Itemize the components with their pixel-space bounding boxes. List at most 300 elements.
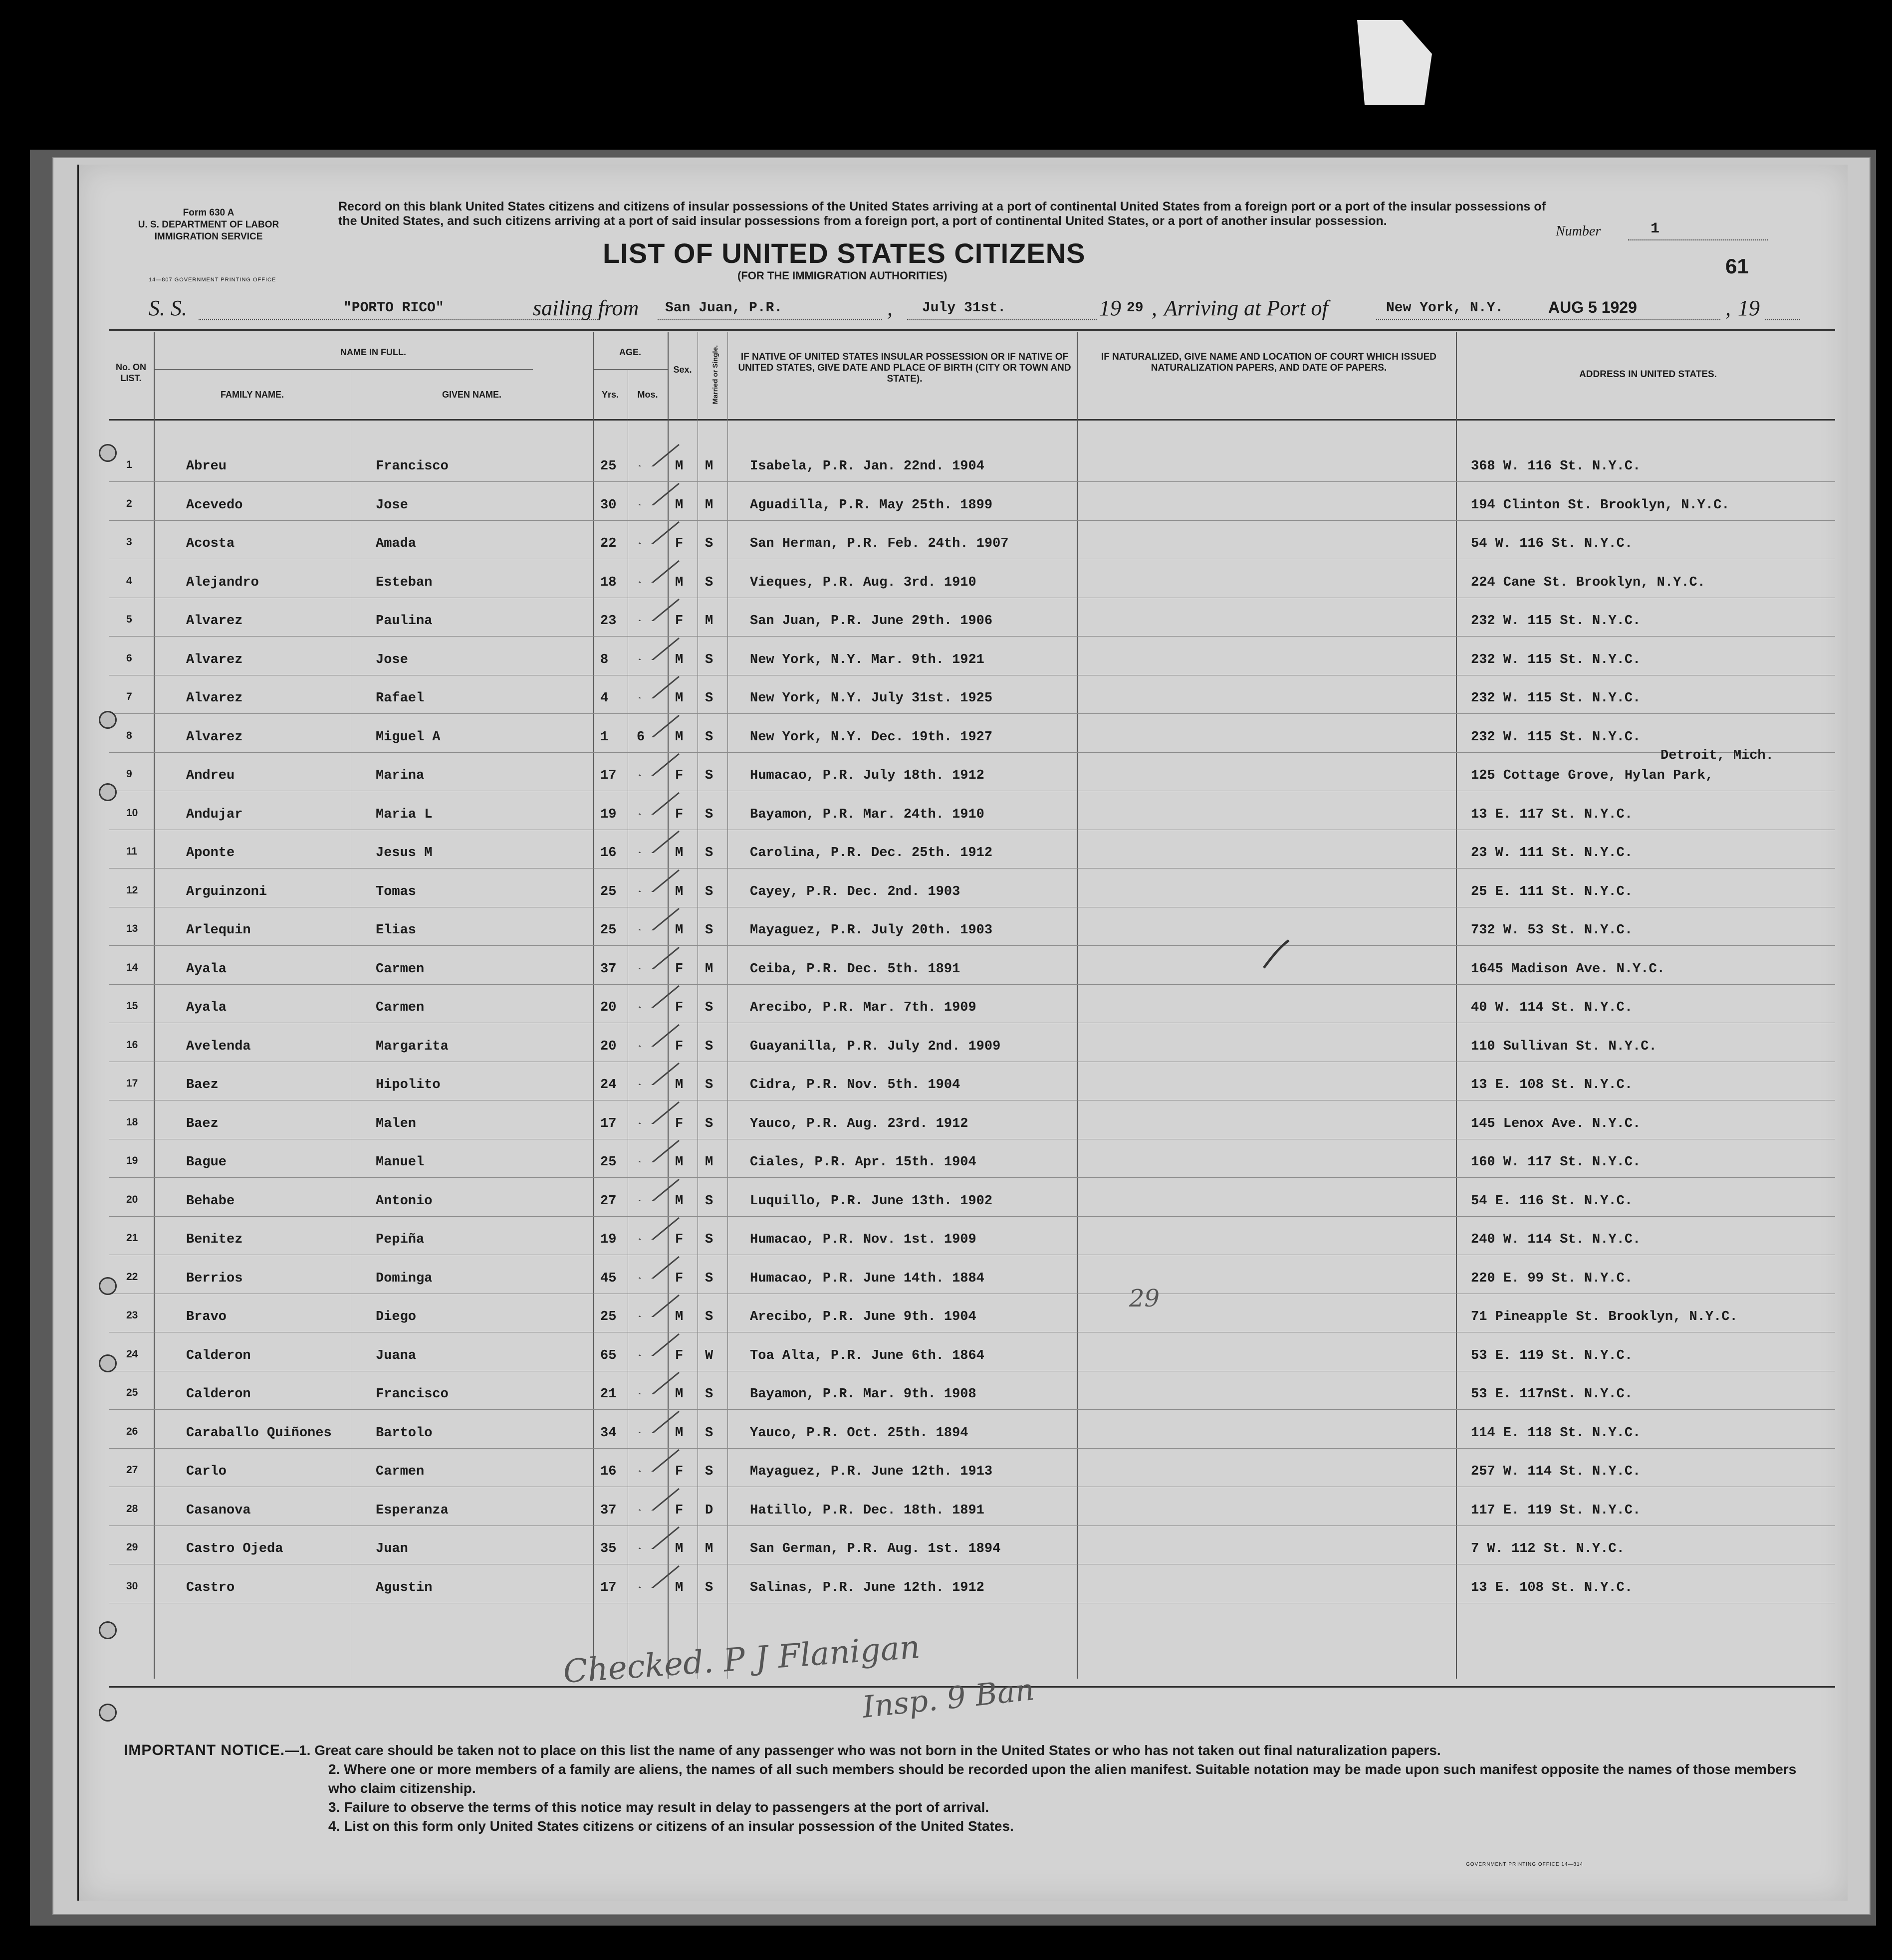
row-9-given: Marina bbox=[376, 768, 425, 783]
check-mark bbox=[635, 983, 680, 1008]
row-7-birth: New York, N.Y. July 31st. 1925 bbox=[750, 691, 993, 706]
row-4-given: Esteban bbox=[376, 575, 433, 590]
row-16-yrs: 20 bbox=[600, 1039, 617, 1054]
row-29-birth: San German, P.R. Aug. 1st. 1894 bbox=[750, 1541, 1001, 1556]
row-16-no: 16 bbox=[126, 1039, 138, 1051]
check-mark bbox=[635, 596, 680, 621]
row-10-family: Andujar bbox=[186, 807, 243, 822]
row-5-no: 5 bbox=[126, 614, 132, 625]
row-12-birth: Cayey, P.R. Dec. 2nd. 1903 bbox=[750, 884, 960, 899]
row-11-sex: M bbox=[675, 846, 684, 861]
row-7-sex: M bbox=[675, 691, 684, 706]
row-27-sex: F bbox=[675, 1464, 684, 1479]
col-sex: Sex. bbox=[673, 365, 692, 375]
row-29-address: 7 W. 112 St. N.Y.C. bbox=[1471, 1541, 1625, 1556]
row-16-ms: S bbox=[705, 1039, 713, 1054]
row-11-no: 11 bbox=[126, 846, 138, 857]
check-mark bbox=[635, 1254, 680, 1279]
row-26-no: 26 bbox=[126, 1425, 138, 1437]
row-2-birth: Aguadilla, P.R. May 25th. 1899 bbox=[750, 497, 993, 513]
notice-item-4: 4. List on this form only United States citizens or citizens of an insular possession of the United States. bbox=[328, 1818, 1014, 1834]
row-5-given: Paulina bbox=[376, 614, 433, 629]
row-3-family: Acosta bbox=[186, 536, 235, 551]
row-25-given: Francisco bbox=[376, 1387, 449, 1402]
row-23-given: Diego bbox=[376, 1309, 417, 1324]
row-rule bbox=[109, 520, 1835, 521]
ship-name: "PORTO RICO" bbox=[343, 300, 444, 316]
date-underline bbox=[907, 319, 1097, 320]
inspector-signature: Checked. P J Flanigan bbox=[562, 1629, 922, 1691]
row-13-birth: Mayaguez, P.R. July 20th. 1903 bbox=[750, 923, 993, 938]
row-10-birth: Bayamon, P.R. Mar. 24th. 1910 bbox=[750, 807, 984, 822]
check-mark bbox=[635, 635, 680, 660]
row-12-yrs: 25 bbox=[600, 884, 617, 899]
check-mark bbox=[635, 1369, 680, 1394]
col-birth: IF NATIVE OF UNITED STATES INSULAR POSSESSION OR IF NATIVE OF UNITED STATES, GIVE DATE AND PLACE OF BIRTH (CITY OR TOWN AND STATE). bbox=[738, 352, 1071, 384]
row-9-address2: Detroit, Mich. bbox=[1660, 748, 1774, 763]
row-21-sex: F bbox=[675, 1232, 684, 1247]
col-no: No. ON LIST. bbox=[116, 362, 146, 383]
ss-label: S. S. bbox=[149, 296, 187, 320]
arrival-stamp: AUG 5 1929 bbox=[1548, 298, 1637, 316]
check-mark bbox=[635, 1524, 680, 1549]
row-2-ms: M bbox=[705, 497, 713, 513]
check-mark bbox=[635, 751, 680, 776]
row-25-address: 53 E. 117nSt. N.Y.C. bbox=[1471, 1387, 1633, 1402]
row-rule bbox=[109, 752, 1835, 753]
check-mark bbox=[635, 1408, 680, 1433]
row-9-sex: F bbox=[675, 768, 684, 783]
row-23-family: Bravo bbox=[186, 1309, 227, 1324]
row-5-family: Alvarez bbox=[186, 614, 243, 629]
row-14-birth: Ceiba, P.R. Dec. 5th. 1891 bbox=[750, 961, 960, 977]
year-suffix: 29 bbox=[1127, 300, 1144, 316]
row-rule bbox=[109, 481, 1835, 482]
punch-hole bbox=[99, 711, 117, 729]
row-21-birth: Humacao, P.R. Nov. 1st. 1909 bbox=[750, 1232, 976, 1247]
row-14-yrs: 37 bbox=[600, 961, 617, 977]
row-7-yrs: 4 bbox=[600, 691, 609, 706]
row-8-given: Miguel A bbox=[376, 729, 441, 745]
row-29-no: 29 bbox=[126, 1541, 138, 1553]
row-26-yrs: 34 bbox=[600, 1425, 617, 1441]
row-10-given: Maria L bbox=[376, 807, 433, 822]
departure-port: San Juan, P.R. bbox=[665, 300, 783, 316]
row-4-yrs: 18 bbox=[600, 575, 617, 590]
row-22-birth: Humacao, P.R. June 14th. 1884 bbox=[750, 1271, 984, 1286]
row-rule bbox=[109, 1409, 1835, 1410]
page-tab bbox=[1357, 20, 1432, 105]
row-15-address: 40 W. 114 St. N.Y.C. bbox=[1471, 1000, 1633, 1015]
page-number: 61 bbox=[1725, 254, 1749, 278]
row-rule bbox=[109, 636, 1835, 637]
row-2-yrs: 30 bbox=[600, 497, 617, 513]
row-27-address: 257 W. 114 St. N.Y.C. bbox=[1471, 1464, 1641, 1479]
row-17-no: 17 bbox=[126, 1078, 138, 1089]
row-2-given: Jose bbox=[376, 497, 408, 513]
check-mark bbox=[635, 441, 680, 466]
row-12-given: Tomas bbox=[376, 884, 417, 899]
row-15-sex: F bbox=[675, 1000, 684, 1015]
row-29-given: Juan bbox=[376, 1541, 408, 1556]
row-21-ms: S bbox=[705, 1232, 713, 1247]
row-28-sex: F bbox=[675, 1503, 684, 1518]
row-3-ms: S bbox=[705, 536, 713, 551]
row-8-mos: 6 bbox=[637, 729, 645, 745]
row-26-family: Caraballo Quiñones bbox=[186, 1425, 332, 1441]
row-14-family: Ayala bbox=[186, 961, 227, 977]
row-24-no: 24 bbox=[126, 1348, 138, 1360]
row-26-given: Bartolo bbox=[376, 1425, 433, 1441]
row-10-address: 13 E. 117 St. N.Y.C. bbox=[1471, 807, 1633, 822]
sailing-label: sailing from bbox=[533, 296, 639, 320]
row-30-given: Agustin bbox=[376, 1580, 433, 1595]
row-22-yrs: 45 bbox=[600, 1271, 617, 1286]
row-15-no: 15 bbox=[126, 1000, 138, 1012]
check-mark bbox=[635, 790, 680, 815]
table-top-rule bbox=[109, 329, 1835, 331]
row-26-birth: Yauco, P.R. Oct. 25th. 1894 bbox=[750, 1425, 968, 1441]
row-18-family: Baez bbox=[186, 1116, 219, 1131]
form-number: Form 630 A bbox=[183, 208, 235, 218]
row-25-no: 25 bbox=[126, 1387, 138, 1398]
departure-date: July 31st. bbox=[922, 300, 1006, 316]
gpo-footer: GOVERNMENT PRINTING OFFICE 14—814 bbox=[1466, 1862, 1584, 1867]
row-24-birth: Toa Alta, P.R. June 6th. 1864 bbox=[750, 1348, 984, 1363]
check-mark bbox=[635, 1292, 680, 1317]
row-24-sex: F bbox=[675, 1348, 684, 1363]
check-mark bbox=[635, 944, 680, 969]
row-27-ms: S bbox=[705, 1464, 713, 1479]
row-20-ms: S bbox=[705, 1193, 713, 1209]
row-29-sex: M bbox=[675, 1541, 684, 1556]
row-23-yrs: 25 bbox=[600, 1309, 617, 1324]
row-28-given: Esperanza bbox=[376, 1503, 449, 1518]
row-4-family: Alejandro bbox=[186, 575, 259, 590]
row-20-no: 20 bbox=[126, 1193, 138, 1205]
check-mark bbox=[635, 905, 680, 930]
row-13-given: Elias bbox=[376, 923, 417, 938]
row-13-sex: M bbox=[675, 923, 684, 938]
row-1-family: Abreu bbox=[186, 459, 227, 474]
row-4-sex: M bbox=[675, 575, 684, 590]
row-4-no: 4 bbox=[126, 575, 132, 587]
row-9-address: 125 Cottage Grove, Hylan Park, bbox=[1471, 768, 1714, 783]
gpo-top: 14—807 GOVERNMENT PRINTING OFFICE bbox=[149, 277, 276, 283]
row-8-ms: S bbox=[705, 729, 713, 745]
row-5-address: 232 W. 115 St. N.Y.C. bbox=[1471, 614, 1641, 629]
row-16-birth: Guayanilla, P.R. July 2nd. 1909 bbox=[750, 1039, 1001, 1054]
row-15-ms: S bbox=[705, 1000, 713, 1015]
row-26-address: 114 E. 118 St. N.Y.C. bbox=[1471, 1425, 1641, 1441]
row-19-no: 19 bbox=[126, 1155, 138, 1166]
notice-lead: IMPORTANT NOTICE. bbox=[124, 1742, 285, 1758]
number-label: Number bbox=[1556, 223, 1601, 239]
row-7-no: 7 bbox=[126, 691, 132, 702]
row-6-family: Alvarez bbox=[186, 652, 243, 667]
row-23-ms: S bbox=[705, 1309, 713, 1324]
notice-item-1: —1. Great care should be taken not to place on this list the name of any passenger who was not born in the United States or who has not taken out final naturalization papers. bbox=[285, 1742, 1441, 1758]
row-19-ms: M bbox=[705, 1155, 713, 1170]
row-rule bbox=[109, 1525, 1835, 1526]
col-naturalized: IF NATURALIZED, GIVE NAME AND LOCATION OF COURT WHICH ISSUED NATURALIZATION PAPERS, AND DATE OF PAPERS. bbox=[1101, 352, 1436, 373]
row-3-given: Amada bbox=[376, 536, 417, 551]
row-1-sex: M bbox=[675, 459, 684, 474]
row-24-given: Juana bbox=[376, 1348, 417, 1363]
row-13-yrs: 25 bbox=[600, 923, 617, 938]
row-2-no: 2 bbox=[126, 497, 132, 509]
row-28-birth: Hatillo, P.R. Dec. 18th. 1891 bbox=[750, 1503, 984, 1518]
page-subtitle: (FOR THE IMMIGRATION AUTHORITIES) bbox=[737, 269, 947, 282]
row-21-address: 240 W. 114 St. N.Y.C. bbox=[1471, 1232, 1641, 1247]
row-26-ms: S bbox=[705, 1425, 713, 1441]
row-8-no: 8 bbox=[126, 729, 132, 741]
row-2-family: Acevedo bbox=[186, 497, 243, 513]
row-9-yrs: 17 bbox=[600, 768, 617, 783]
row-19-yrs: 25 bbox=[600, 1155, 617, 1170]
check-mark bbox=[635, 1137, 680, 1162]
row-18-no: 18 bbox=[126, 1116, 138, 1128]
row-30-address: 13 E. 108 St. N.Y.C. bbox=[1471, 1580, 1633, 1595]
row-28-family: Casanova bbox=[186, 1503, 251, 1518]
row-18-birth: Yauco, P.R. Aug. 23rd. 1912 bbox=[750, 1116, 968, 1131]
row-30-no: 30 bbox=[126, 1580, 138, 1592]
row-15-given: Carmen bbox=[376, 1000, 425, 1015]
check-mark bbox=[635, 1060, 680, 1085]
row-22-sex: F bbox=[675, 1271, 684, 1286]
row-19-sex: M bbox=[675, 1155, 684, 1170]
check-mark bbox=[635, 673, 680, 698]
row-11-yrs: 16 bbox=[600, 846, 617, 861]
row-8-family: Alvarez bbox=[186, 729, 243, 745]
row-13-no: 13 bbox=[126, 923, 138, 934]
check-mark bbox=[635, 1176, 680, 1201]
year2-underline bbox=[1765, 319, 1800, 320]
row-11-ms: S bbox=[705, 846, 713, 861]
form-identifier bbox=[124, 207, 293, 243]
row-22-ms: S bbox=[705, 1271, 713, 1286]
row-4-birth: Vieques, P.R. Aug. 3rd. 1910 bbox=[750, 575, 976, 590]
row-10-sex: F bbox=[675, 807, 684, 822]
row-7-given: Rafael bbox=[376, 691, 425, 706]
row-28-yrs: 37 bbox=[600, 1503, 617, 1518]
row-4-address: 224 Cane St. Brooklyn, N.Y.C. bbox=[1471, 575, 1705, 590]
row-27-given: Carmen bbox=[376, 1464, 425, 1479]
row-25-birth: Bayamon, P.R. Mar. 9th. 1908 bbox=[750, 1387, 976, 1402]
row-3-sex: F bbox=[675, 536, 684, 551]
row-16-family: Avelenda bbox=[186, 1039, 251, 1054]
row-1-given: Francisco bbox=[376, 459, 449, 474]
arriving-label: Arriving at Port of bbox=[1164, 296, 1328, 320]
row-17-address: 13 E. 108 St. N.Y.C. bbox=[1471, 1078, 1633, 1092]
arrival-port: New York, N.Y. bbox=[1386, 300, 1504, 316]
row-24-family: Calderon bbox=[186, 1348, 251, 1363]
row-19-birth: Ciales, P.R. Apr. 15th. 1904 bbox=[750, 1155, 976, 1170]
row-7-address: 232 W. 115 St. N.Y.C. bbox=[1471, 691, 1641, 706]
row-24-yrs: 65 bbox=[600, 1348, 617, 1363]
row-12-family: Arguinzoni bbox=[186, 884, 267, 899]
row-16-sex: F bbox=[675, 1039, 684, 1054]
row-6-address: 232 W. 115 St. N.Y.C. bbox=[1471, 652, 1641, 667]
row-27-no: 27 bbox=[126, 1464, 138, 1476]
check-mark bbox=[635, 1486, 680, 1511]
row-19-address: 160 W. 117 St. N.Y.C. bbox=[1471, 1155, 1641, 1170]
punch-hole bbox=[99, 444, 117, 462]
row-23-address: 71 Pineapple St. Brooklyn, N.Y.C. bbox=[1471, 1309, 1738, 1324]
page-title: LIST OF UNITED STATES CITIZENS bbox=[603, 237, 1086, 269]
row-17-ms: S bbox=[705, 1078, 713, 1092]
row-rule bbox=[109, 1448, 1835, 1449]
row-30-birth: Salinas, P.R. June 12th. 1912 bbox=[750, 1580, 984, 1595]
col-given: GIVEN NAME. bbox=[442, 390, 501, 400]
row-28-no: 28 bbox=[126, 1503, 138, 1515]
row-3-birth: San Herman, P.R. Feb. 24th. 1907 bbox=[750, 536, 1009, 551]
table-header-rule bbox=[109, 419, 1835, 421]
row-1-no: 1 bbox=[126, 459, 132, 470]
row-28-ms: D bbox=[705, 1503, 713, 1518]
row-14-ms: M bbox=[705, 961, 713, 977]
check-mark bbox=[635, 712, 680, 737]
row-17-birth: Cidra, P.R. Nov. 5th. 1904 bbox=[750, 1078, 960, 1092]
row-14-address: 1645 Madison Ave. N.Y.C. bbox=[1471, 961, 1665, 977]
row-12-ms: S bbox=[705, 884, 713, 899]
row-17-given: Hipolito bbox=[376, 1078, 441, 1092]
row-8-yrs: 1 bbox=[600, 729, 609, 745]
row-rule bbox=[109, 945, 1835, 946]
row-3-no: 3 bbox=[126, 536, 132, 548]
row-13-address: 732 W. 53 St. N.Y.C. bbox=[1471, 923, 1633, 938]
row-11-family: Aponte bbox=[186, 846, 235, 861]
row-10-no: 10 bbox=[126, 807, 138, 819]
row-20-family: Behabe bbox=[186, 1193, 235, 1209]
port-underline bbox=[1376, 319, 1720, 320]
row-15-family: Ayala bbox=[186, 1000, 227, 1015]
row-14-no: 14 bbox=[126, 961, 138, 973]
row-23-sex: M bbox=[675, 1309, 684, 1324]
check-mark bbox=[635, 558, 680, 583]
row-19-family: Bague bbox=[186, 1155, 227, 1170]
punch-hole bbox=[99, 1704, 117, 1722]
notice-item-3: 3. Failure to observe the terms of this notice may result in delay to passengers at the port of arrival. bbox=[328, 1799, 989, 1815]
row-6-ms: S bbox=[705, 652, 713, 667]
row-7-family: Alvarez bbox=[186, 691, 243, 706]
check-mark bbox=[635, 1022, 680, 1047]
col-family: FAMILY NAME. bbox=[220, 390, 284, 400]
col-mos: Mos. bbox=[637, 390, 658, 400]
row-rule bbox=[109, 1216, 1835, 1217]
row-22-address: 220 E. 99 St. N.Y.C. bbox=[1471, 1271, 1633, 1286]
row-8-address: 232 W. 115 St. N.Y.C. bbox=[1471, 729, 1641, 745]
from-underline bbox=[658, 319, 882, 320]
list-number: 1 bbox=[1651, 220, 1660, 237]
row-10-yrs: 19 bbox=[600, 807, 617, 822]
row-1-ms: M bbox=[705, 459, 713, 474]
record-instructions: Record on this blank United States citizens and citizens of insular possessions of the United States arriving at a port of continental United States from a foreign port or a port of the insular possessions of the United States, and such citizens arriving at a port of said insular possessions from a foreign port, a port of continental United States, or a port of another insular possession. bbox=[338, 200, 1546, 228]
row-22-given: Dominga bbox=[376, 1271, 433, 1286]
row-30-sex: M bbox=[675, 1580, 684, 1595]
row-2-address: 194 Clinton St. Brooklyn, N.Y.C. bbox=[1471, 497, 1730, 513]
row-18-ms: S bbox=[705, 1116, 713, 1131]
row-9-birth: Humacao, P.R. July 18th. 1912 bbox=[750, 768, 984, 783]
row-30-family: Castro bbox=[186, 1580, 235, 1595]
row-29-ms: M bbox=[705, 1541, 713, 1556]
row-26-sex: M bbox=[675, 1425, 684, 1441]
punch-hole bbox=[99, 1354, 117, 1372]
row-20-address: 54 E. 116 St. N.Y.C. bbox=[1471, 1193, 1633, 1209]
row-7-ms: S bbox=[705, 691, 713, 706]
row-20-sex: M bbox=[675, 1193, 684, 1209]
row-20-given: Antonio bbox=[376, 1193, 433, 1209]
row-rule bbox=[109, 1177, 1835, 1178]
row-3-address: 54 W. 116 St. N.Y.C. bbox=[1471, 536, 1633, 551]
row-17-yrs: 24 bbox=[600, 1078, 617, 1092]
row-rule bbox=[109, 713, 1835, 714]
row-14-given: Carmen bbox=[376, 961, 425, 977]
row-6-birth: New York, N.Y. Mar. 9th. 1921 bbox=[750, 652, 984, 667]
row-9-no: 9 bbox=[126, 768, 132, 780]
row-29-family: Castro Ojeda bbox=[186, 1541, 283, 1556]
row-12-address: 25 E. 111 St. N.Y.C. bbox=[1471, 884, 1633, 899]
row-rule bbox=[109, 868, 1835, 869]
col-yrs: Yrs. bbox=[601, 390, 619, 400]
row-22-family: Berrios bbox=[186, 1271, 243, 1286]
punch-hole bbox=[99, 783, 117, 801]
service: IMMIGRATION SERVICE bbox=[154, 231, 263, 242]
important-notice bbox=[124, 1741, 1820, 1836]
punch-hole bbox=[99, 1277, 117, 1295]
department: U. S. DEPARTMENT OF LABOR bbox=[138, 219, 279, 230]
row-12-no: 12 bbox=[126, 884, 138, 896]
row-18-yrs: 17 bbox=[600, 1116, 617, 1131]
row-20-yrs: 27 bbox=[600, 1193, 617, 1209]
row-21-no: 21 bbox=[126, 1232, 138, 1244]
row-11-birth: Carolina, P.R. Dec. 25th. 1912 bbox=[750, 846, 993, 861]
punch-hole bbox=[99, 1621, 117, 1639]
check-mark bbox=[635, 1099, 680, 1124]
year-blank: 19 bbox=[1738, 296, 1760, 320]
row-22-no: 22 bbox=[126, 1271, 138, 1283]
row-16-address: 110 Sullivan St. N.Y.C. bbox=[1471, 1039, 1657, 1054]
row-19-given: Manuel bbox=[376, 1155, 425, 1170]
margin-number: 29 bbox=[1129, 1285, 1160, 1312]
row-21-given: Pepiña bbox=[376, 1232, 425, 1247]
row-3-yrs: 22 bbox=[600, 536, 617, 551]
row-27-family: Carlo bbox=[186, 1464, 227, 1479]
check-mark bbox=[635, 1215, 680, 1240]
row-24-ms: W bbox=[705, 1348, 713, 1363]
check-mark bbox=[635, 480, 680, 505]
number-underline bbox=[1628, 239, 1768, 240]
row-18-address: 145 Lenox Ave. N.Y.C. bbox=[1471, 1116, 1641, 1131]
row-27-yrs: 16 bbox=[600, 1464, 617, 1479]
row-18-given: Malen bbox=[376, 1116, 417, 1131]
row-5-sex: F bbox=[675, 614, 684, 629]
check-mark bbox=[635, 828, 680, 853]
col-age: AGE. bbox=[619, 347, 641, 357]
year-prefix: 19 bbox=[1099, 296, 1121, 320]
row-6-sex: M bbox=[675, 652, 684, 667]
row-1-birth: Isabela, P.R. Jan. 22nd. 1904 bbox=[750, 459, 984, 474]
row-30-yrs: 17 bbox=[600, 1580, 617, 1595]
check-mark bbox=[635, 1331, 680, 1356]
row-25-ms: S bbox=[705, 1387, 713, 1402]
row-21-yrs: 19 bbox=[600, 1232, 617, 1247]
col-address: ADDRESS IN UNITED STATES. bbox=[1579, 369, 1717, 380]
row-14-sex: F bbox=[675, 961, 684, 977]
row-10-ms: S bbox=[705, 807, 713, 822]
row-5-ms: M bbox=[705, 614, 713, 629]
row-23-birth: Arecibo, P.R. June 9th. 1904 bbox=[750, 1309, 976, 1324]
